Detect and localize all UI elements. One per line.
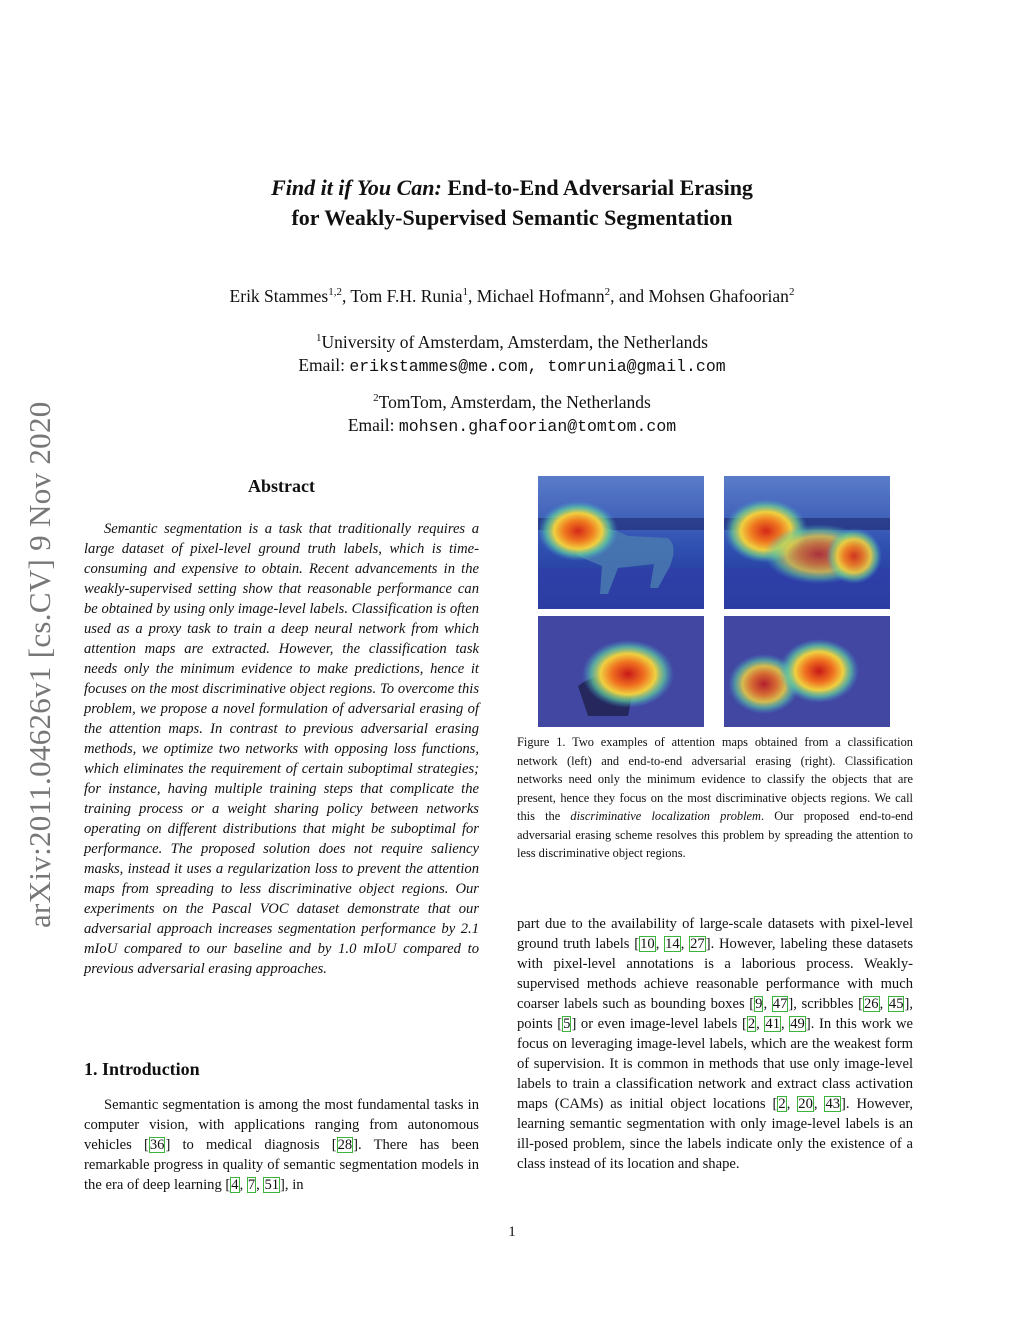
arxiv-identifier: arXiv:2011.04626v1 [cs.CV] 9 Nov 2020 <box>22 401 57 928</box>
affiliation-2 <box>0 387 1024 438</box>
citation-link[interactable]: 14 <box>665 936 680 952</box>
figure-1 <box>538 476 890 727</box>
text-run: ] to medical diagnosis [ <box>165 1137 337 1153</box>
citation-link[interactable]: 49 <box>790 1016 805 1032</box>
text-run: ]. In this work we focus on leveraging image-level labels, which are the weakest form of supervision. It is common in methods that use only image-level labels to train a classification network and extract class activation maps (CAMs) as initial object locations [ <box>517 1016 914 1112</box>
title-italic: Find it if You Can: <box>271 175 442 200</box>
email-label: Email: <box>347 414 399 435</box>
affiliation-1 <box>0 327 1024 378</box>
affil-text: University of Amsterdam, Amsterdam, the Netherlands <box>321 331 708 352</box>
email-label: Email: <box>298 354 350 375</box>
section-heading-introduction: 1. Introduction <box>84 1059 200 1079</box>
title-line1: End-to-End Adversarial Erasing <box>441 175 753 200</box>
citation-link[interactable]: 10 <box>640 936 655 952</box>
citation-link[interactable]: 43 <box>825 1096 841 1112</box>
abstract-heading: Abstract <box>248 476 315 496</box>
text-run: ]. There has been remarkable progress in quality of semantic segmentation models in the era of deep learning [ <box>84 1137 479 1193</box>
email-address[interactable]: erikstammes@me.com, tomrunia@gmail.com <box>349 356 726 376</box>
text-run: . Our proposed end-to-end adversarial erasing scheme resolves this problem by spreading the attention to less discriminative object regions. <box>517 809 913 860</box>
abstract-text: Semantic segmentation is a task that traditionally requires a large dataset of pixel-level ground truth labels, which is time-consuming and expensive to obtain. Recent advancements in the weakly-supervised setting show that reasonable performance can be obtained by using only image-level labels. Classification is often used as a proxy task to train a deep neural network from which attention maps are extracted. However, the classification task needs only the minimum evidence to make predictions, hence it focuses on the most discriminative object regions. To overcome this problem, we propose a novel formulation of adversarial erasing of the attention maps. In contrast to previous adversarial erasing methods, we optimize two networks with opposing loss functions, which eliminates the requirement of certain suboptimal strategies; for instance, having multiple training steps that complicate the training process or a weight sharing policy between networks operating on different distributions that might be suboptimal for performance. The proposed solution does not require saliency masks, instead it uses a regularization loss to prevent the attention maps from spreading to less discriminative object regions. Our experiments on the Pascal VOC dataset demonstrate that our adversarial approach increases segmentation performance by 2.1 mIoU compared to our baseline and by 1.0 mIoU compared to previous adversarial erasing approaches. <box>84 521 479 977</box>
author-affil-sup: 1,2 <box>328 286 342 299</box>
citation-link[interactable]: 41 <box>765 1016 780 1032</box>
citation-link[interactable]: 36 <box>149 1137 165 1153</box>
citation-link[interactable]: 51 <box>264 1177 280 1193</box>
text-run: ], in <box>280 1177 304 1193</box>
author-name: Erik Stammes <box>229 286 329 306</box>
text-run: ]. However, learning semantic segmentation with only image-level labels is an ill-posed problem, since the labels indicate only the existence of a class instead of its location and shape. <box>517 1096 914 1172</box>
author-list <box>0 286 1024 307</box>
author-affil-sup: 1 <box>462 286 469 299</box>
right-column-paragraph: part due to the availability of large-scale datasets with pixel-level ground truth labels [10, 14, 27]. However, labeling these datasets with pixel-level annotations is a laborious process. Weakly-supervised methods achieve reasonable performance with much coarser labels such as bounding boxes [9, 47], scribbles [26, 45], points [5] or even image-level labels [2, 41, 49]. In this work we focus on leveraging image-level labels, which are the weakest form of supervision. It is common in methods that use only image-level labels to train a classification network and extract class activation maps (CAMs) as initial object locations [2, 20, 43]. However, learning semantic segmentation with only image-level labels is an ill-posed problem, since the labels indicate only the existence of a class instead of its location and shape. <box>517 916 914 1172</box>
attention-map-horse-adversarial <box>724 476 890 609</box>
text-run: ] or even image-level labels [ <box>571 1016 747 1032</box>
text-run: ], scribbles [ <box>788 996 863 1012</box>
text-run: part due to the availability of large-scale datasets with pixel-level ground truth labels [ <box>517 916 913 952</box>
intro-paragraph: Semantic segmentation is among the most fundamental tasks in computer vision, with applications ranging from autonomous vehicles [36] to medical diagnosis [28]. There has been remarkable progress in quality of semantic segmentation models in the era of deep learning [4, 7, 51], in <box>84 1097 479 1193</box>
affil-sup: 1 <box>316 332 322 344</box>
text-run: ], points [ <box>517 996 913 1032</box>
citation-link[interactable]: 5 <box>563 1016 571 1032</box>
citation-link[interactable]: 45 <box>888 996 904 1012</box>
text-run: ]. However, labeling these datasets with pixel-level annotations is a laborious process. Weakly-supervised methods achieve reasonable performance with much coarser labels such as bounding boxes [ <box>517 936 914 1012</box>
author-name: Michael Hofmann <box>476 286 605 306</box>
citation-link[interactable]: 4 <box>231 1177 239 1193</box>
page-number: 1 <box>508 1224 516 1240</box>
author-sep: , and <box>610 286 649 306</box>
citation-link[interactable]: 7 <box>247 1177 256 1193</box>
affil-sup: 2 <box>373 392 379 404</box>
author-affil-sup: 2 <box>604 286 611 299</box>
attention-map-dog-classification <box>538 616 704 727</box>
caption-italic: discriminative localization problem <box>570 809 761 823</box>
citation-link[interactable]: 47 <box>772 996 788 1012</box>
citation-link[interactable]: 27 <box>690 936 705 952</box>
citation-link[interactable]: 9 <box>755 996 763 1012</box>
citation-link[interactable]: 28 <box>337 1137 353 1153</box>
citation-link[interactable]: 2 <box>778 1096 786 1112</box>
author-name: Tom F.H. Runia <box>350 286 463 306</box>
attention-map-horse-classification <box>538 476 704 609</box>
email-address[interactable]: mohsen.ghafoorian@tomtom.com <box>398 416 677 436</box>
citation-link[interactable]: 26 <box>863 996 879 1012</box>
text-run: Figure 1. Two examples of attention maps obtained from a classification network (left) and end-to-end adversarial erasing (right). Classification networks need only the minimum evidence to classify the objects that are present, hence they focus on the most discriminative objects regions. We call this the <box>517 735 913 823</box>
paper-title <box>0 173 1024 233</box>
author-affil-sup: 2 <box>788 286 795 299</box>
affil-text: TomTom, Amsterdam, the Netherlands <box>378 391 651 412</box>
citation-link[interactable]: 20 <box>798 1096 813 1112</box>
author-name: Mohsen Ghafoorian <box>648 286 789 306</box>
text-run: Semantic segmentation is among the most fundamental tasks in computer vision, with applications ranging from autonomous vehicles [ <box>84 1097 479 1153</box>
figure-caption <box>517 733 913 863</box>
author-sep: , <box>468 286 477 306</box>
citation-link[interactable]: 2 <box>747 1016 756 1032</box>
attention-map-dog-adversarial <box>724 616 890 727</box>
author-sep: , <box>341 286 351 306</box>
title-line2: for Weakly-Supervised Semantic Segmentation <box>291 205 733 230</box>
